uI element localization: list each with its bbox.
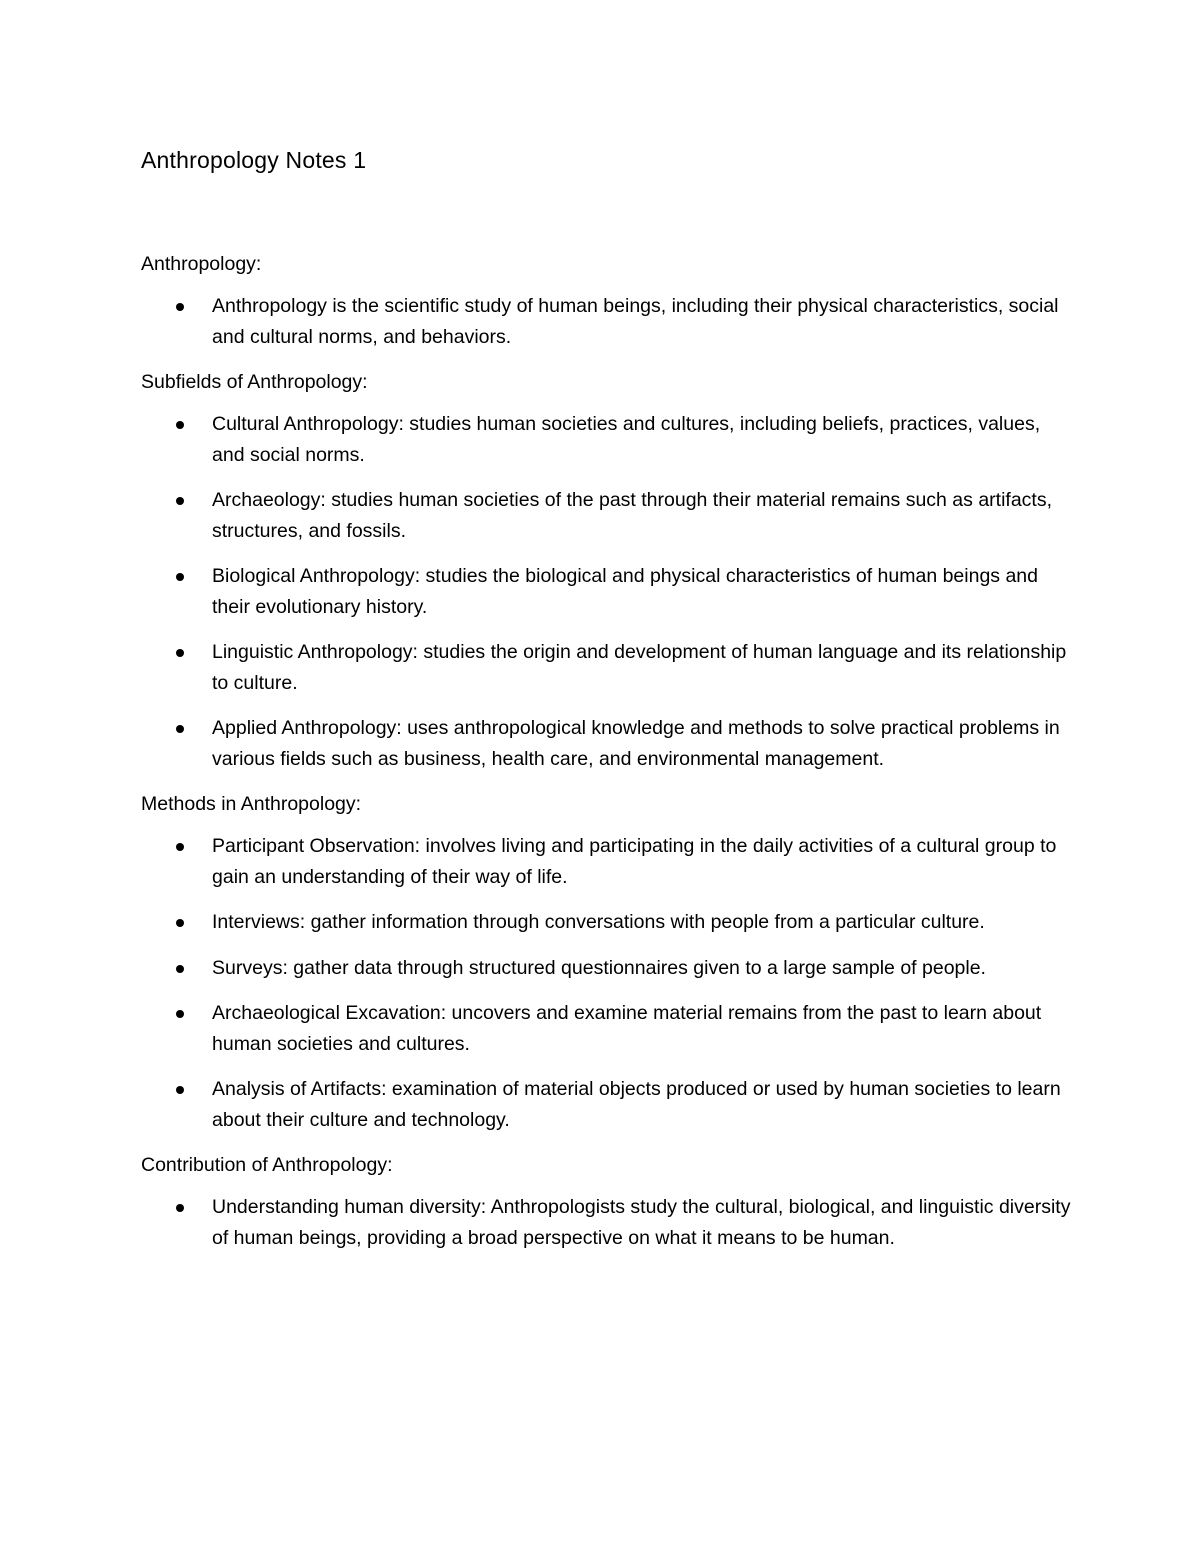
- list-item-text: Interviews: gather information through conversations with people from a particular culture.: [212, 911, 985, 933]
- section-anthropology: [141, 249, 1071, 352]
- bullet-icon: [176, 303, 184, 311]
- bullet-icon: [176, 421, 184, 429]
- list-item: [141, 1074, 1071, 1135]
- bullet-icon: [176, 965, 184, 973]
- bullet-icon: [176, 649, 184, 657]
- list-item: [141, 713, 1071, 774]
- document-page: [141, 143, 1071, 1268]
- list-item-text: Archaeology: studies human societies of the past through their material remains such as artifacts, structures, and fossils.: [212, 489, 1053, 542]
- section-methods: [141, 789, 1071, 1135]
- list-item-text: Cultural Anthropology: studies human societies and cultures, including beliefs, practices, values, and social norms.: [212, 413, 1041, 466]
- list-item-text: Analysis of Artifacts: examination of material objects produced or used by human societies to learn about their culture and technology.: [212, 1078, 1061, 1131]
- bullet-list: [141, 1192, 1071, 1253]
- list-item-text: Biological Anthropology: studies the biological and physical characteristics of human beings and their evolutionary history.: [212, 565, 1038, 618]
- list-item-text: Participant Observation: involves living and participating in the daily activities of a cultural group to gain an understanding of their way of life.: [212, 835, 1057, 888]
- bullet-list: [141, 831, 1071, 1135]
- list-item-text: Applied Anthropology: uses anthropological knowledge and methods to solve practical problems in various fields such as business, health care, and environmental management.: [212, 717, 1060, 770]
- list-item-text: Anthropology is the scientific study of human beings, including their physical characteristics, social and cultural norms, and behaviors.: [212, 295, 1059, 348]
- document-title: Anthropology Notes 1: [141, 147, 367, 173]
- bullet-icon: [176, 1204, 184, 1212]
- list-item-text: Linguistic Anthropology: studies the origin and development of human language and its relationship to culture.: [212, 641, 1067, 694]
- bullet-icon: [176, 919, 184, 927]
- list-item-text: Understanding human diversity: Anthropologists study the cultural, biological, and linguistic diversity of human beings, providing a broad perspective on what it means to be human.: [212, 1196, 1071, 1249]
- bullet-icon: [176, 573, 184, 581]
- bullet-icon: [176, 497, 184, 505]
- section-heading: Methods in Anthropology:: [141, 793, 362, 815]
- section-heading: Subfields of Anthropology:: [141, 371, 368, 393]
- section-heading: Contribution of Anthropology:: [141, 1154, 393, 1176]
- bullet-icon: [176, 1086, 184, 1094]
- section-subfields: [141, 367, 1071, 774]
- section-heading: Anthropology:: [141, 253, 262, 275]
- list-item: [141, 1192, 1071, 1253]
- list-item: [141, 953, 1071, 984]
- list-item: [141, 831, 1071, 892]
- bullet-list: [141, 409, 1071, 774]
- list-item: [141, 409, 1071, 470]
- list-item: [141, 907, 1071, 938]
- list-item-text: Surveys: gather data through structured questionnaires given to a large sample of people.: [212, 956, 986, 979]
- bullet-list: [141, 291, 1071, 352]
- list-item: [141, 485, 1071, 546]
- list-item-text: Archaeological Excavation: uncovers and examine material remains from the past to learn about human societies and cultures.: [212, 1002, 1042, 1055]
- list-item: [141, 291, 1071, 352]
- list-item: [141, 637, 1071, 698]
- list-item: [141, 561, 1071, 622]
- bullet-icon: [176, 1010, 184, 1018]
- bullet-icon: [176, 843, 184, 851]
- list-item: [141, 998, 1071, 1059]
- bullet-icon: [176, 725, 184, 733]
- section-contribution: [141, 1150, 1071, 1253]
